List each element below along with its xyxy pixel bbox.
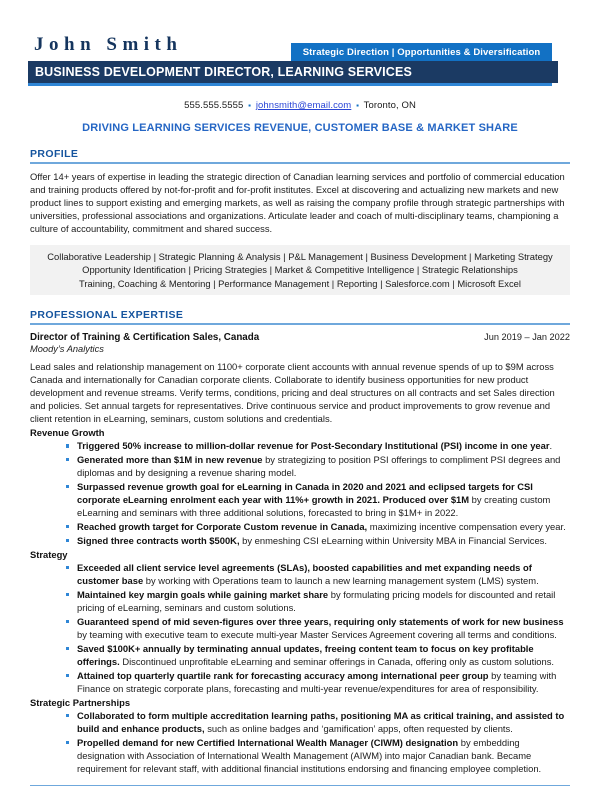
achievement-bullet-detail: by formulating pricing models for discounted and retail pricing of eLearning, seminars and custom solutions. (77, 588, 556, 614)
achievement-bullet (66, 709, 570, 735)
achievement-bullet-detail: such as online badges and ‘gamification’ apps, often requested by clients. (204, 723, 513, 735)
achievement-bullet (66, 453, 570, 479)
achievement-bullet-highlight: Maintained key margin goals while gaining market share (77, 588, 329, 600)
core-competencies-box (30, 245, 570, 295)
achievement-bullet-detail: by embedding designation with Association of International Wealth Management (AIWM) into major Canadian bank. Became requirement for relevant staff, with additional financial institutions endorsing and financing employee completion. (77, 736, 542, 775)
job-title: Director of Training & Certification Sales, Canada (30, 331, 260, 343)
section-label-profile: PROFILE (30, 148, 79, 160)
achievement-bullet-detail: by creating custom eLearning and seminars with three additional solutions, forecasted to bring in $1M+ in 2022. (77, 494, 551, 519)
achievement-bullet (66, 439, 570, 452)
achievement-bullet-detail: by enmeshing CSI eLearning within University MBA in Financial Services. (239, 534, 547, 546)
section-label-experience: PROFESSIONAL EXPERTISE (30, 309, 184, 322)
achievement-bullet-detail: Discontinued unprofitable eLearning and seminar offerings in Canada, offering only as custom solutions. (119, 655, 555, 667)
profile-text: Offer 14+ years of expertise in leading the strategic direction of Canadian learning services and portfolio of commercial education and training products offered by not-for-profit and for-profit institutes. Excel at discovering and actualizing new markets and new product lines to support existing and emerging markets, as well as raising the company profile through strategic partnerships with universities, professional associations and organizations. Articulate leader and coach of multi-disciplinary teams, championing a culture of accountability, commitment and shared success. (30, 170, 565, 234)
achievement-bullet (66, 534, 570, 547)
achievement-groups (0, 427, 600, 775)
achievement-bullet-highlight: Generated more than $1M in new revenue (77, 454, 263, 466)
contact-separator-icon: ▪ (248, 101, 252, 110)
section-rule (30, 162, 570, 164)
header-accent-line (28, 83, 552, 86)
achievement-bullet (66, 615, 570, 641)
achievement-bullet-detail: maximizing incentive compensation every year. (367, 521, 566, 533)
competencies-line-1: Collaborative Leadership | Strategic Planning & Analysis | P&L Management | Business Development | Marketing Strategy (47, 251, 553, 263)
achievement-bullet-highlight: Reached growth target for Corporate Custom revenue in Canada, (77, 521, 368, 533)
achievement-list (30, 439, 570, 547)
section-rule (30, 323, 570, 325)
header-job-title: BUSINESS DEVELOPMENT DIRECTOR, LEARNING SERVICES (35, 65, 412, 79)
achievement-bullet-detail: by working with Operations team to launch a new learning management system (LMS) system. (143, 575, 539, 587)
achievement-group-heading: Revenue Growth (30, 427, 105, 439)
achievement-group-heading: Strategic Partnerships (30, 697, 131, 708)
achievement-bullet-highlight: Signed three contracts worth $500K, (77, 534, 240, 546)
contact-line (0, 100, 600, 111)
job-company: Moody’s Analytics (30, 343, 104, 354)
competencies-line-2: Opportunity Identification | Pricing Strategies | Market & Competitive Intelligence | Strategic Relationships (82, 264, 518, 276)
contact-email-link[interactable]: johnsmith@email.com (255, 100, 352, 111)
achievement-bullet (66, 520, 570, 533)
achievement-bullet-highlight: Exceeded all client service level agreements (SLAs), boosted capabilities and met expanding needs of customer base (77, 561, 532, 587)
job-dates: Jun 2019 – Jan 2022 (484, 331, 570, 342)
achievement-bullet (66, 669, 570, 695)
header-tagline-badge: Strategic Direction | Opportunities & Diversification (291, 43, 552, 61)
achievement-bullet-detail: . (549, 440, 553, 452)
achievement-list (30, 561, 570, 695)
achievement-bullet-detail: by teaming with executive team to execute multi-year Master Services Agreement covering all terms and conditions. (77, 628, 557, 640)
achievement-bullet-highlight: Triggered 50% increase to million-dollar revenue for Post-Secondary Institutional (PSI) income in one year (77, 440, 550, 452)
resume-headline: DRIVING LEARNING SERVICES REVENUE, CUSTOMER BASE & MARKET SHARE (82, 122, 518, 134)
section-header-experience (30, 295, 570, 325)
resume-header (0, 0, 600, 92)
achievement-bullet (66, 480, 570, 520)
achievement-bullet-highlight: Surpassed revenue growth goal for eLearning in Canada in 2020 and 2021 and eclipsed targets for CSI corporate eLearning enrolment each year with 11%+ growth in 2021. Produced over $1M (77, 480, 533, 506)
achievement-bullet-highlight: Attained top quarterly quartile rank for forecasting accuracy among international peer group (77, 669, 489, 681)
contact-separator-icon: ▪ (356, 101, 360, 110)
achievement-group-heading: Strategy (30, 548, 68, 560)
achievement-bullet-highlight: Saved $100K+ annually by terminating annual updates, freeing content team to focus on key profitable offerings. (77, 642, 534, 667)
achievement-bullet-highlight: Collaborated to form multiple accreditation learning paths, positioning MA as critical training, and assisted to build and enhance products, (77, 710, 565, 735)
section-header-profile (30, 134, 570, 164)
job-header (30, 332, 570, 343)
achievement-bullet-detail: by teaming with Finance on strategic corporate plans, forecasting and multi-year revenue/expenditures for area of responsibility. (77, 669, 557, 694)
header-title-bar (28, 61, 558, 83)
job-summary: Lead sales and relationship management on 1100+ corporate client accounts with annual revenue spends of up to $9M across Canada and internationally for Canadian corporate clients. Collaborate to identify business opportunities for new product development and revenue streams. Verify terms, conditions, pricing and deal structures on all contracts and set Sales direction and policies. Set annual targets for representatives. Drive continuous service and product improvements to grow revenue and client retention in eLearning, seminars, custom solutions and credentials. (30, 360, 555, 425)
candidate-name: John Smith (34, 34, 183, 55)
competencies-line-3: Training, Coaching & Mentoring | Performance Management | Reporting | Salesforce.com | Microsoft Excel (79, 277, 521, 289)
contact-location: Toronto, ON (363, 100, 416, 111)
achievement-bullet-highlight: Guaranteed spend of mid seven-figures over three years, requiring only statements of work for new business (77, 615, 564, 627)
achievement-bullet-highlight: Propelled demand for new Certified International Wealth Manager (CIWM) designation (77, 736, 459, 748)
contact-phone: 555.555.5555 (184, 100, 244, 111)
achievement-bullet (66, 642, 570, 668)
achievement-list (30, 709, 570, 776)
achievement-bullet (66, 736, 570, 776)
achievement-bullet (66, 561, 570, 587)
achievement-bullet-detail: by strategizing to position PSI offerings to compliment PSI degrees and diplomas and by designing a revenue sharing model. (77, 454, 561, 479)
achievement-bullet (66, 588, 570, 614)
